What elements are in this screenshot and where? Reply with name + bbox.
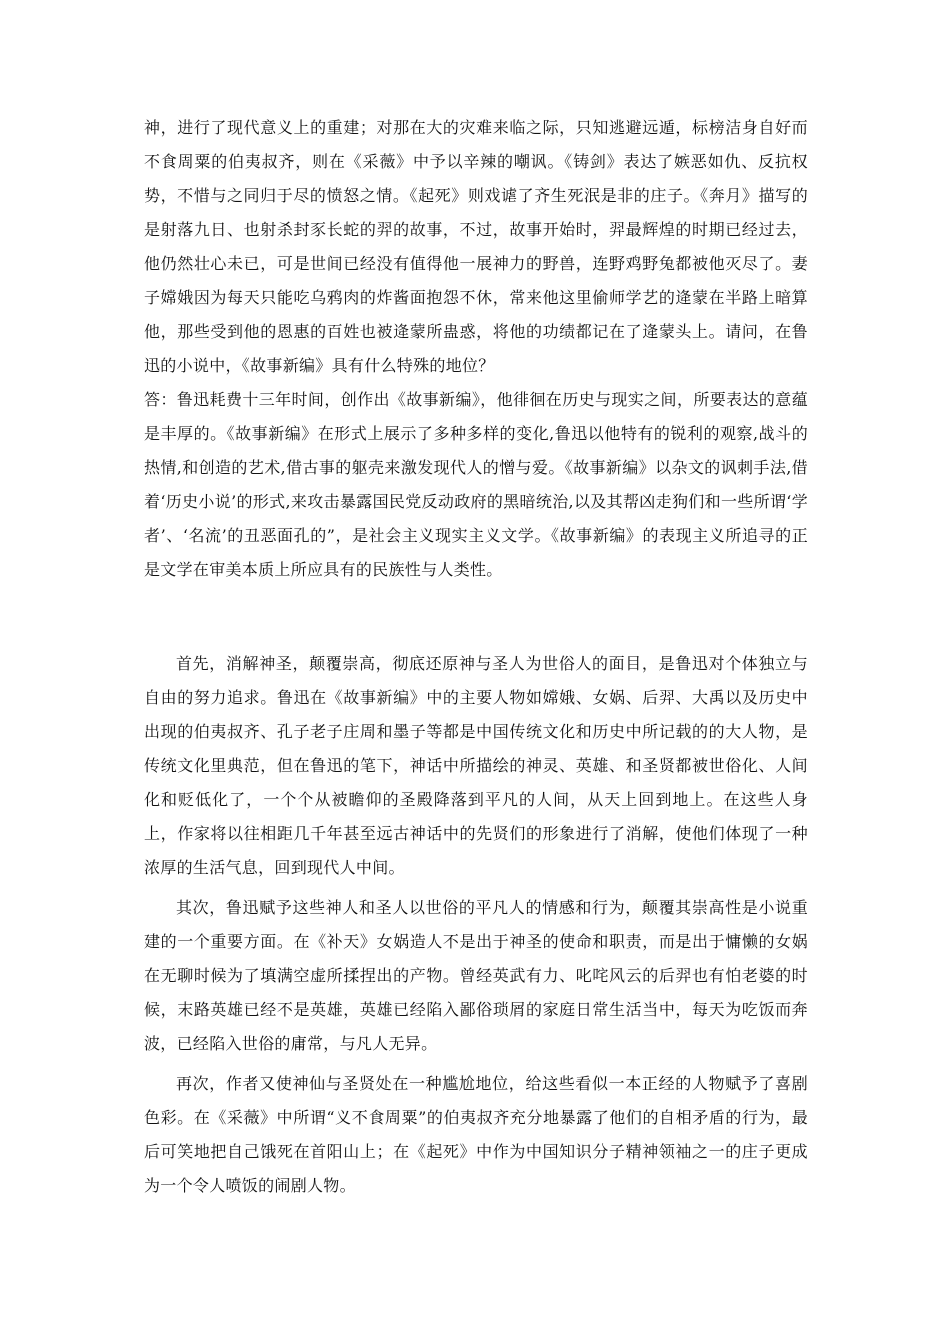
- analysis-section: [144, 647, 808, 1203]
- analysis-point-third: 再次，作者又使神仙与圣贤处在一种尴尬地位，给这些看似一本正经的人物赋予了喜剧色彩。在《采薇》中所谓“义不食周粟”的伯夷叔齐充分地暴露了他们的自相矛盾的行为，最后可笑地把自己饿死在首阳山上；在《起死》中作为中国知识分子精神领袖之一的庄子更成为一个令人喷饭的闹剧人物。: [144, 1074, 808, 1195]
- answer-paragraph: 答：鲁迅耗费十三年时间，创作出《故事新编》，他徘徊在历史与现实之间，所要表达的意蕴是丰厚的。《故事新编》在形式上展示了多种多样的变化,鲁迅以他特有的锐利的观察,战斗的热情,和创造的艺术,借古事的躯壳来激发现代人的憎与爱。《故事新编》以杂文的讽刺手法,借着‘历史小说’的形式,来攻击暴露国民党反动政府的黑暗统治,以及其帮凶走狗们和一些所谓‘学者’、‘名流’的丑恶面孔的”，是社会主义现实主义文学。《故事新编》的表现主义所追寻的正是文学在审美本质上所应具有的民族性与人类性。: [144, 390, 808, 579]
- analysis-point-second: 其次，鲁迅赋予这些神人和圣人以世俗的平凡人的情感和行为，颠覆其崇高性是小说重建的一个重要方面。在《补天》女娲造人不是出于神圣的使命和职责，而是出于慵懒的女娲在无聊时候为了填满空虚所揉捏出的产物。曾经英武有力、叱咤风云的后羿也有怕老婆的时候，末路英雄已经不是英雄，英雄已经陷入鄙俗琐屑的家庭日常生活当中，每天为吃饭而奔波，已经陷入世俗的庸常，与凡人无异。: [144, 898, 808, 1053]
- question-section: [144, 111, 808, 587]
- question-paragraph: 神，进行了现代意义上的重建；对那在大的灾难来临之际，只知逃避远遁，标榜洁身自好而不食周粟的伯夷叔齐，则在《采薇》中予以辛辣的嘲讽。《铸剑》表达了嫉恶如仇、反抗权势，不惜与之同归于尽的愤怒之情。《起死》则戏谑了齐生死泯是非的庄子。《奔月》描写的是射落九日、也射杀封豕长蛇的羿的故事，不过，故事开始时，羿最辉煌的时期已经过去，他仍然壮心未已，可是世间已经没有值得他一展神力的野兽，连野鸡野兔都被他灭尽了。妻子嫦娥因为每天只能吃乌鸦肉的炸酱面抱怨不休，常来他这里偷师学艺的逄蒙在半路上暗算他，那些受到他的恩惠的百姓也被逄蒙所蛊惑，将他的功绩都记在了逄蒙头上。请问，在鲁迅的小说中，《故事新编》具有什么特殊的地位？: [144, 118, 808, 375]
- analysis-point-first: 首先，消解神圣，颠覆崇高，彻底还原神与圣人为世俗人的面目，是鲁迅对个体独立与自由的努力追求。鲁迅在《故事新编》中的主要人物如嫦娥、女娲、后羿、大禹以及历史中出现的伯夷叔齐、孔子老子庄周和墨子等都是中国传统文化和历史中所记载的的大人物，是传统文化里典范，但在鲁迅的笔下，神话中所描绘的神灵、英雄、和圣贤都被世俗化、人间化和贬低化了，一个个从被瞻仰的圣殿降落到平凡的人间，从天上回到地上。在这些人身上，作家将以往相距几千年甚至远古神话中的先贤们的形象进行了消解，使他们体现了一种浓厚的生活气息，回到现代人中间。: [144, 654, 808, 877]
